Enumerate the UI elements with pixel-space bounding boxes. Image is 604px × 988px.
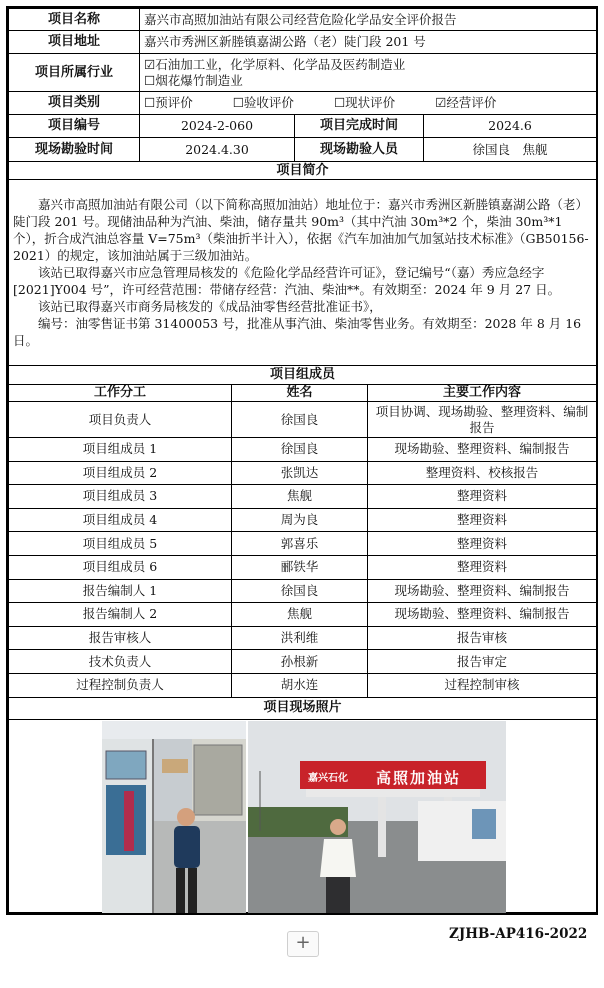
intro-paragraph-1: 嘉兴市高照加油站有限公司（以下简称高照加油站）地址位于：嘉兴市秀洲区新塍镇嘉湖公路（老）陡门段 201 号。现储油品种为汽油、柴油，储存量共 90m³（其中汽油 30m³*2 个，柴油 30m³*1 个），折合成汽油总容量 V=75m³（柴油折半计入），依据《汽车加油加气加氢站技术标准》（GB50156-2021）的规定，该加油站属于三级加油站。 bbox=[13, 197, 589, 263]
member-role: 项目组成员 4 bbox=[9, 508, 232, 532]
intro-paragraph-4: 编号：油零售证书第 31400053 号，批准从事汽油、柴油零售业务。有效期至：2028 年 8 月 16 日。 bbox=[13, 316, 582, 348]
industry-label: 项目所属行业 bbox=[9, 54, 140, 92]
completion-time-value: 2024.6 bbox=[424, 115, 597, 138]
member-name: 焦舰 bbox=[232, 485, 368, 509]
member-name: 张凯达 bbox=[232, 461, 368, 485]
member-name: 孙根新 bbox=[232, 650, 368, 674]
type-option-operation: ☑经营评价 bbox=[435, 95, 497, 110]
intro-body bbox=[9, 180, 597, 366]
member-work: 现场勘验、整理资料、编制报告 bbox=[368, 603, 597, 627]
station-sign-small: 嘉兴石化 bbox=[308, 772, 348, 784]
member-row bbox=[9, 603, 597, 627]
surveyors-label: 现场勘验人员 bbox=[295, 138, 424, 162]
member-role: 报告编制人 2 bbox=[9, 603, 232, 627]
member-role: 项目组成员 6 bbox=[9, 555, 232, 579]
member-work: 项目协调、现场勘验、整理资料、编制报告 bbox=[368, 402, 597, 438]
member-role: 过程控制负责人 bbox=[9, 673, 232, 697]
info-table bbox=[8, 8, 597, 366]
site-photo-1 bbox=[102, 721, 246, 913]
member-role: 项目组成员 3 bbox=[9, 485, 232, 509]
member-name: 郦铁华 bbox=[232, 555, 368, 579]
col-header-role: 工作分工 bbox=[9, 385, 232, 402]
project-number-label: 项目编号 bbox=[9, 115, 140, 138]
survey-time-value: 2024.4.30 bbox=[140, 138, 295, 162]
site-photo-2 bbox=[248, 721, 506, 913]
member-work: 报告审核 bbox=[368, 626, 597, 650]
site-photo-2-image bbox=[248, 721, 506, 913]
member-name: 洪利维 bbox=[232, 626, 368, 650]
member-row bbox=[9, 579, 597, 603]
member-row bbox=[9, 485, 597, 509]
type-option-acceptance: ☐验收评价 bbox=[232, 95, 294, 110]
industry-option-petrochemical: ☑石油加工业，化学原料、化学品及医药制造业 bbox=[144, 56, 406, 72]
col-header-work: 主要工作内容 bbox=[368, 385, 597, 402]
site-photo-1-image bbox=[102, 721, 246, 913]
project-address-label: 项目地址 bbox=[9, 31, 140, 54]
member-work: 整理资料 bbox=[368, 508, 597, 532]
member-row bbox=[9, 438, 597, 462]
intro-paragraph-3: 该站已取得嘉兴市商务局核发的《成品油零售经营批准证书》， bbox=[38, 299, 382, 314]
member-role: 项目组成员 2 bbox=[9, 461, 232, 485]
member-work: 整理资料 bbox=[368, 555, 597, 579]
project-type-options bbox=[140, 92, 597, 115]
member-row bbox=[9, 402, 597, 438]
member-name: 焦舰 bbox=[232, 603, 368, 627]
evaluation-form bbox=[6, 6, 598, 915]
member-work: 现场勘验、整理资料、编制报告 bbox=[368, 438, 597, 462]
add-button[interactable]: + bbox=[287, 931, 319, 957]
survey-time-label: 现场勘验时间 bbox=[9, 138, 140, 162]
member-name: 徐国良 bbox=[232, 579, 368, 603]
intro-paragraph-2: 该站已取得嘉兴市应急管理局核发的《危险化学品经营许可证》，登记编号“（嘉）秀应急经字[2021]Y004 号”，许可经营范围：带储存经营：汽油、柴油**。有效期至：2024 年 9 月 27 日。 bbox=[13, 265, 561, 297]
member-row bbox=[9, 626, 597, 650]
member-work: 现场勘验、整理资料、编制报告 bbox=[368, 579, 597, 603]
project-address-value: 嘉兴市秀洲区新塍镇嘉湖公路（老）陡门段 201 号 bbox=[140, 31, 597, 54]
station-sign-big: 高照加油站 bbox=[376, 768, 462, 787]
industry-options bbox=[140, 54, 597, 92]
photos-title: 项目现场照片 bbox=[9, 697, 597, 719]
industry-option-fireworks: ☐烟花爆竹制造业 bbox=[144, 72, 243, 88]
member-row bbox=[9, 508, 597, 532]
member-name: 周为良 bbox=[232, 508, 368, 532]
member-row bbox=[9, 461, 597, 485]
member-name: 郭喜乐 bbox=[232, 532, 368, 556]
surveyors-value: 徐国良 焦舰 bbox=[424, 138, 597, 162]
member-row bbox=[9, 650, 597, 674]
member-work: 整理资料 bbox=[368, 532, 597, 556]
member-role: 项目负责人 bbox=[9, 402, 232, 438]
document-code: ZJHB-AP416-2022 bbox=[449, 926, 588, 942]
member-role: 报告编制人 1 bbox=[9, 579, 232, 603]
project-name-value: 嘉兴市高照加油站有限公司经营危险化学品安全评价报告 bbox=[140, 9, 597, 31]
intro-title: 项目简介 bbox=[9, 162, 597, 180]
project-type-label: 项目类别 bbox=[9, 92, 140, 115]
type-option-pre-evaluation: ☐预评价 bbox=[144, 95, 193, 110]
project-name-label: 项目名称 bbox=[9, 9, 140, 31]
member-name: 徐国良 bbox=[232, 402, 368, 438]
type-option-status: ☐现状评价 bbox=[333, 95, 396, 110]
photos-cell bbox=[9, 719, 597, 912]
col-header-name: 姓名 bbox=[232, 385, 368, 402]
project-number-value: 2024-2-060 bbox=[140, 115, 295, 138]
member-role: 项目组成员 5 bbox=[9, 532, 232, 556]
member-row bbox=[9, 532, 597, 556]
member-name: 胡水连 bbox=[232, 673, 368, 697]
member-role: 报告审核人 bbox=[9, 626, 232, 650]
completion-time-label: 项目完成时间 bbox=[295, 115, 424, 138]
member-role: 技术负责人 bbox=[9, 650, 232, 674]
member-row bbox=[9, 555, 597, 579]
member-work: 报告审定 bbox=[368, 650, 597, 674]
members-table bbox=[8, 365, 597, 913]
member-work: 整理资料 bbox=[368, 485, 597, 509]
members-title: 项目组成员 bbox=[9, 366, 597, 385]
member-role: 项目组成员 1 bbox=[9, 438, 232, 462]
member-work: 过程控制审核 bbox=[368, 673, 597, 697]
member-rows bbox=[9, 402, 597, 698]
member-name: 徐国良 bbox=[232, 438, 368, 462]
member-work: 整理资料、校核报告 bbox=[368, 461, 597, 485]
member-row bbox=[9, 673, 597, 697]
